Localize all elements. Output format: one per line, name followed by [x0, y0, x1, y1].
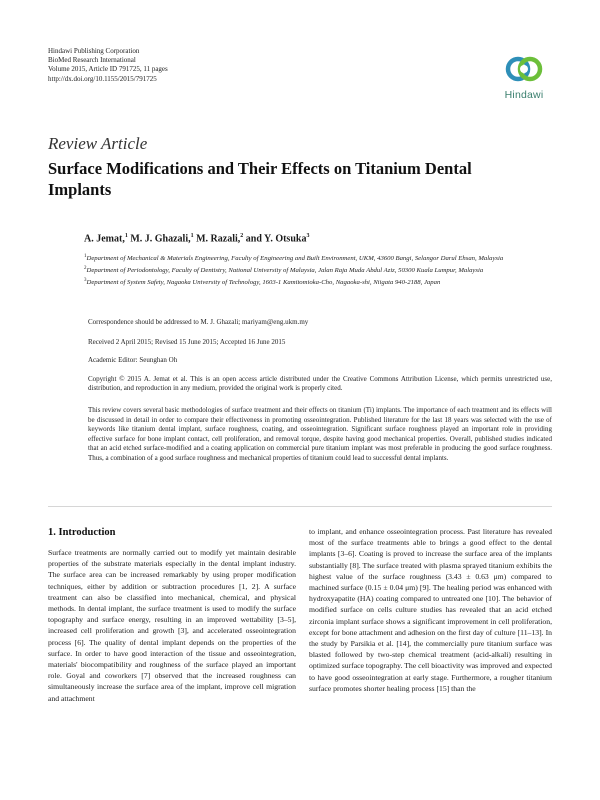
- affiliation-item: [84, 252, 554, 264]
- author-name[interactable]: and Y. Otsuka: [245, 233, 307, 245]
- affiliation-item: [84, 276, 554, 288]
- hindawi-logo-text: Hindawi: [504, 89, 544, 101]
- academic-editor: Academic Editor: Seunghan Oh: [88, 356, 178, 364]
- affiliation-number: 2: [84, 265, 87, 271]
- introduction-heading: 1. Introduction: [48, 527, 116, 538]
- correspondence: Correspondence should be addressed to M. J. Ghazali; mariyam@eng.ukm.my: [88, 318, 309, 326]
- abstract: This review covers several basic methodologies of surface treatment and their effects on titanium (Ti) implants. The importance of each treatment and its effects will be discussed in detail in order to compare their effectiveness in promoting osseointegration. Published literature for the last 18 years was selected with the use of keywords like titanium dental implant, surface roughness, coating, and osseointegration. Significant surface roughness played an important role in providing effective surface for bone implant contact, cell proliferation, and removal torque, despite having good mechanical properties. Overall, published studies indicated that an acid etched surface-modified and a coating application on commercial pure titanium implant was most preferable in producing the good surface roughness. Thus, a combination of a good surface roughness and mechanical properties of titanium could lead to successful dental implants.: [88, 406, 552, 462]
- journal-name: BioMed Research International: [48, 56, 136, 65]
- affiliation-number: 3: [84, 277, 87, 283]
- article-title: Surface Modifications and Their Effects on Titanium Dental Implants: [48, 159, 472, 199]
- author-list: [84, 233, 309, 244]
- hindawi-rings-icon: [504, 50, 544, 88]
- affiliation-marker: 1: [190, 233, 194, 239]
- affiliation-list: [84, 252, 554, 287]
- affiliation-marker: 1: [124, 233, 128, 239]
- author-name[interactable]: A. Jemat,: [84, 233, 125, 245]
- article-type: Review Article: [48, 134, 148, 153]
- affiliation-marker: 2: [240, 233, 244, 239]
- journal-info: [48, 47, 168, 84]
- copyright-notice: Copyright © 2015 A. Jemat et al. This is an open access article distributed under the Creative Commons Attribution License, which permits unrestricted use, distribution, and reproduction in any medium, provided the original work is properly cited.: [88, 375, 552, 393]
- hindawi-logo: [496, 50, 552, 104]
- affiliation-text: Department of Periodontology, Faculty of Dentistry, National University of Malaysia, Jalan Raja Muda Abdul Aziz, 50300 Kuala Lumpur, Malaysia: [86, 267, 484, 275]
- affiliation-marker: 3: [306, 233, 310, 239]
- body-text-right-column: to implant, and enhance osseointegration process. Past literature has revealed most of the surface treatments able to brings a good effect to the dental implants [3–6]. Coating is proved to increase the surface area of the implants substantially [8]. The surface treated with plasma sprayed titanium exhibits the highest value of the surface roughness (3.43 ± 0.63 μm) compared to machined surface (0.15 ± 0.04 μm) [9]. The healing period was enhanced with hydroxyapatite (HA) coating compared to untreated one [10]. The behavior of modified surface on cells culture studies has revealed that an acid etched zirconia implant surface shows a significant improvement in cell proliferation, except for bone attachment and adhesion on the first day of culture [11–13]. In the study by Parsikia et al. [14], the commercially pure titanium surface was blasted followed by two-step chemical treatment (acid-alkali) resulting in optimized surface topography. The cell bioactivity was improved and expected to have good osseointegration at early stage. Furthermore, a rougher titanium surface promotes shorter healing process [15] than the: [309, 527, 552, 693]
- body-text-left-column: Surface treatments are normally carried out to modify yet maintain desirable properties of the substrate materials especially in the dental implant industry. The surface area can be increased remarkably by using proper modification techniques, either by addition or subtraction procedures [1, 2]. A surface treatment can also be classified into mechanical, chemical, and physical methods. In dental implant, the surface treatment is used to modify the surface topography and surface energy, resulting in an improved wettability [3–5], increased cell proliferation and growth [3], and accelerated osseointegration process [6]. The quality of dental implant depends on the properties of the surface. In order to have good interaction of the tissue and osseointegration, materials' biocompatibility and roughness of the surface played an important role. Goyal and coworkers [7] observed that the increased roughness can simultaneously increase the surface area of the implant, improve cell migration and attachment: [48, 548, 296, 703]
- author-name[interactable]: M. J. Ghazali,: [130, 233, 191, 245]
- publisher-name: Hindawi Publishing Corporation: [48, 47, 140, 55]
- affiliation-text: Department of Mechanical & Materials Engineering, Faculty of Engineering and Built Environment, UKM, 43600 Bangi, Selangor Darul Ehsan, Malaysia: [86, 255, 504, 263]
- doi-link[interactable]: http://dx.doi.org/10.1155/2015/791725: [48, 74, 157, 83]
- article-dates: Received 2 April 2015; Revised 15 June 2015; Accepted 16 June 2015: [88, 338, 286, 346]
- section-divider: [48, 506, 552, 507]
- affiliation-text: Department of System Safety, Nagaoka University of Technology, 1603-1 Kamitomioka-Cho, Nagaoka-shi, Niigata 940-2188, Japan: [86, 278, 441, 286]
- affiliation-item: [84, 264, 554, 276]
- volume-info: Volume 2015, Article ID 791725, 11 pages: [48, 65, 168, 74]
- author-name[interactable]: M. Razali,: [196, 233, 241, 245]
- affiliation-number: 1: [84, 254, 87, 259]
